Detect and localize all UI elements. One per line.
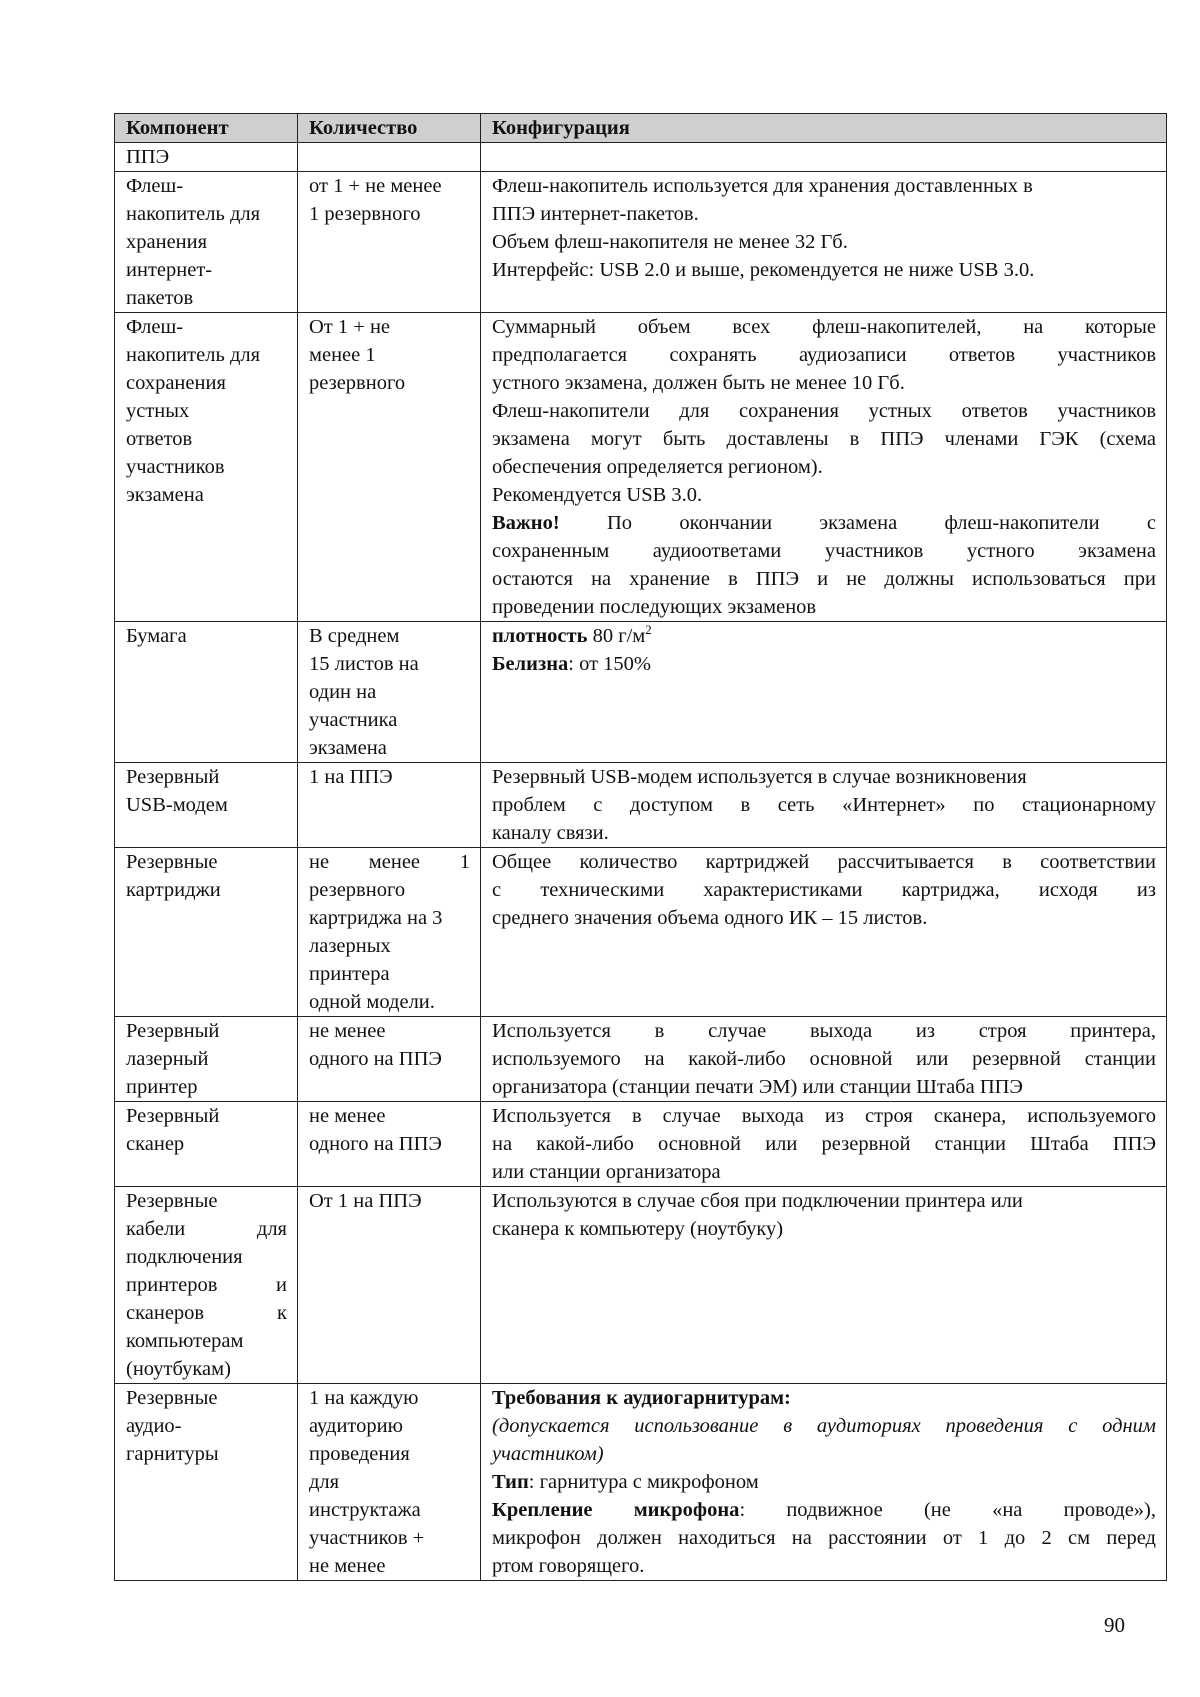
cell-quantity: От 1 + не менее 1 резервного	[298, 313, 481, 622]
requirements-title: Требования к аудиогарнитурам:	[492, 1387, 791, 1409]
cell-quantity: не менее одного на ППЭ	[298, 1102, 481, 1187]
header-quantity: Количество	[298, 114, 481, 143]
important-label: Важно!	[492, 512, 560, 534]
table-row	[115, 622, 1167, 763]
cell-configuration: Используются в случае сбоя при подключении принтера или сканера к компьютеру (ноутбуку)	[481, 1187, 1167, 1384]
cell-component: Резервные кабели для подключения принтеров и сканеров к компьютерам (ноутбукам)	[115, 1187, 298, 1384]
table-row	[115, 763, 1167, 848]
cell-component: Резервные картриджи	[115, 848, 298, 1017]
important-note-line: Важно! По окончании экзамена флеш-накопители с	[492, 512, 1157, 534]
cell-quantity: 1 на ППЭ	[298, 763, 481, 848]
cell-quantity: 1 на каждую аудиторию проведения для инструктажа участников + не менее	[298, 1384, 481, 1581]
cell-component: Флеш- накопитель для хранения интернет- пакетов	[115, 172, 298, 313]
cell-quantity: не менее 1 резервного картриджа на 3 лазерных принтера одной модели.	[298, 848, 481, 1017]
table-row	[115, 1187, 1167, 1384]
cell-component: Резервный сканер	[115, 1102, 298, 1187]
table-row	[115, 172, 1167, 313]
table-row	[115, 143, 1167, 172]
cell-configuration: Суммарный объем всех флеш-накопителей, на которые предполагается сохранять аудиозаписи ответов участников устного экзамена, должен быть не менее 10 Гб. Флеш-накопители для сохранения устных ответов участников экзамена могут быть доставлены в ППЭ членами ГЭК (схема обеспечения определяется регионом). Рекомендуется USB 3.0. Важно! По окончании экзамена флеш-накопители с сохраненным аудиоответами участников устного экзамена остаются на хранение в ППЭ и не должны использоваться при проведении последующих экзаменов	[481, 313, 1167, 622]
table-row	[115, 1384, 1167, 1581]
cell-quantity: не менее одного на ППЭ	[298, 1017, 481, 1102]
cell-configuration: Общее количество картриджей рассчитывается в соответствии с техническими характеристиками картриджа, исходя из среднего значения объема одного ИК – 15 листов.	[481, 848, 1167, 1017]
cell-component: Резервный USB-модем	[115, 763, 298, 848]
cell-component: Резервные аудио- гарнитуры	[115, 1384, 298, 1581]
table-row	[115, 1017, 1167, 1102]
equipment-table	[114, 113, 1167, 1581]
table-header-row	[115, 114, 1167, 143]
cell-configuration: Используется в случае выхода из строя сканера, используемого на какой-либо основной или резервной станции Штаба ППЭ или станции организатора	[481, 1102, 1167, 1187]
page-number: 90	[1104, 1613, 1125, 1637]
table-row	[115, 1102, 1167, 1187]
cell-configuration: Флеш-накопитель используется для хранения доставленных в ППЭ интернет-пакетов. Объем флеш-накопителя не менее 32 Гб. Интерфейс: USB 2.0 и выше, рекомендуется не ниже USB 3.0.	[481, 172, 1167, 313]
cell-configuration: Требования к аудиогарнитурам: (допускается использование в аудиториях проведения с одним участником) Тип: гарнитура с микрофоном Крепление микрофона: подвижное (не «на проводе»), микрофон должен находиться на расстоянии от 1 до 2 см перед ртом говорящего.	[481, 1384, 1167, 1581]
cell-component: Бумага	[115, 622, 298, 763]
cell-component: Флеш- накопитель для сохранения устных ответов участников экзамена	[115, 313, 298, 622]
header-configuration: Конфигурация	[481, 114, 1167, 143]
cell-component: Резервный лазерный принтер	[115, 1017, 298, 1102]
cell-component: ППЭ	[115, 143, 298, 172]
cell-configuration: Используется в случае выхода из строя принтера, используемого на какой-либо основной или резервной станции организатора (станции печати ЭМ) или станции Штаба ППЭ	[481, 1017, 1167, 1102]
header-component: Компонент	[115, 114, 298, 143]
cell-quantity: от 1 + не менее 1 резервного	[298, 172, 481, 313]
table-row	[115, 848, 1167, 1017]
cell-quantity	[298, 143, 481, 172]
cell-configuration: плотность 80 $г/м^2$ Белизна: от 150%	[481, 622, 1167, 763]
cell-quantity: В среднем 15 листов на один на участника экзамена	[298, 622, 481, 763]
table-row	[115, 313, 1167, 622]
cell-configuration	[481, 143, 1167, 172]
cell-quantity: От 1 на ППЭ	[298, 1187, 481, 1384]
cell-configuration: Резервный USB-модем используется в случае возникновения проблем с доступом в сеть «Интернет» по стационарному каналу связи.	[481, 763, 1167, 848]
